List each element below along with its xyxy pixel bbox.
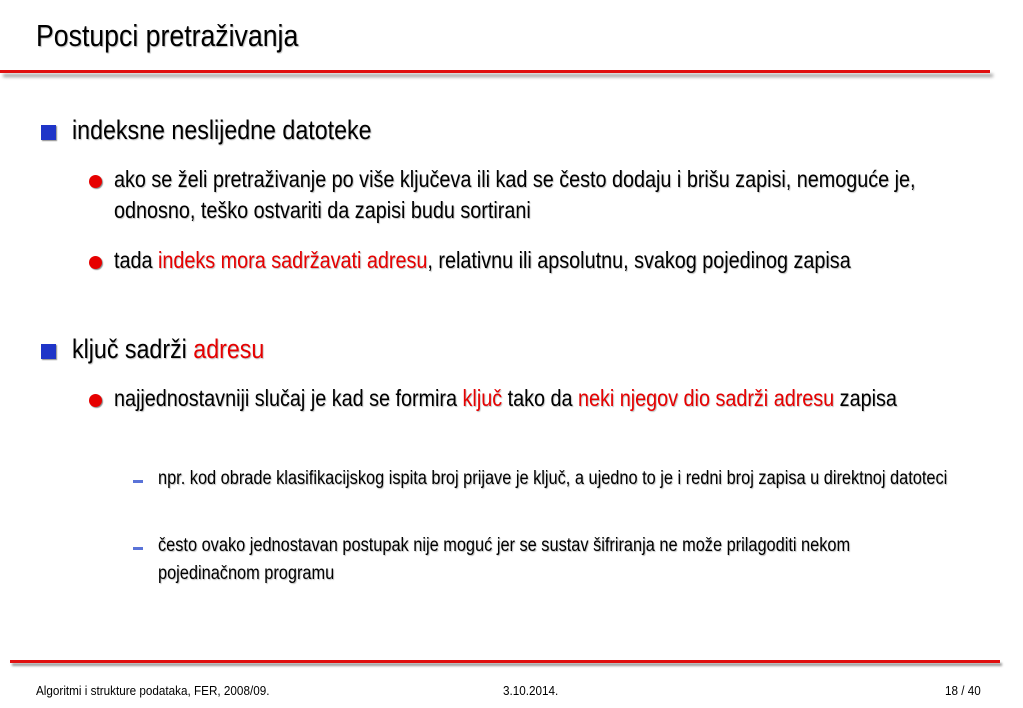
bullet-text: npr. kod obrade klasifikacijskog ispita broj prijave je ključ, a ujedno to je i redni broj zapisa u direktnoj datoteci: [158, 468, 948, 489]
square-bullet-icon: [41, 125, 56, 140]
highlight-text: ključ: [462, 385, 503, 411]
footer-date-text: 3.10.2014.: [503, 683, 559, 698]
dash-bullet-icon: [133, 547, 143, 550]
bullet-text: ključ sadrži: [72, 334, 194, 364]
highlight-text: neki njegov dio sadrži adresu: [577, 385, 835, 411]
bullet-text: često ovako jednostavan postupak nije moguć jer se sustav šifriranja ne može prilagoditi nekom pojedinačnom programu: [158, 535, 851, 584]
bullet-text: tada: [114, 247, 158, 273]
footer-date: [503, 683, 564, 698]
footer-page-text: 18 / 40: [945, 683, 981, 698]
slide-title: Postupci pretraživanja: [36, 18, 299, 53]
square-bullet-icon: [41, 344, 56, 359]
bullet-text: zapisa: [834, 385, 897, 411]
bullet-text: ako se želi pretraživanje po više ključeva ili kad se često dodaju i brišu zapisi, nemoguće je, odnosno, teško ostvariti da zapisi budu sortirani: [114, 166, 916, 223]
round-bullet-icon: [89, 256, 102, 269]
bullet-text: tako da: [502, 385, 578, 411]
bullet-level1-indexed-files: [72, 114, 1012, 146]
bullet-level3-not-possible: [158, 532, 1023, 588]
bullet-level2-multi-key: [114, 164, 1023, 226]
highlight-text: indeks mora sadržavati adresu: [157, 247, 428, 273]
dash-bullet-icon: [133, 480, 143, 483]
bullet-text: , relativnu ili apsolutnu, svakog pojedinog zapisa: [427, 247, 851, 273]
footer-course: [36, 683, 295, 698]
bullet-text: najjednostavniji slučaj je kad se formira: [114, 385, 463, 411]
footer-course-text: Algoritmi i strukture podataka, FER, 2008/09.: [36, 683, 270, 698]
round-bullet-icon: [89, 394, 102, 407]
bullet-level2-index-address: [114, 245, 1023, 276]
round-bullet-icon: [89, 175, 102, 188]
title-divider: [0, 70, 990, 73]
bullet-level2-simplest-case: [114, 383, 1023, 414]
bullet-level3-example: [158, 465, 1023, 493]
bullet-level1-key-contains-address: [72, 333, 1012, 365]
footer-divider: [10, 660, 1000, 663]
highlight-text: adresu: [193, 334, 265, 364]
bullet-text: indeksne neslijedne datoteke: [72, 115, 372, 145]
footer-page-number: [945, 683, 985, 698]
